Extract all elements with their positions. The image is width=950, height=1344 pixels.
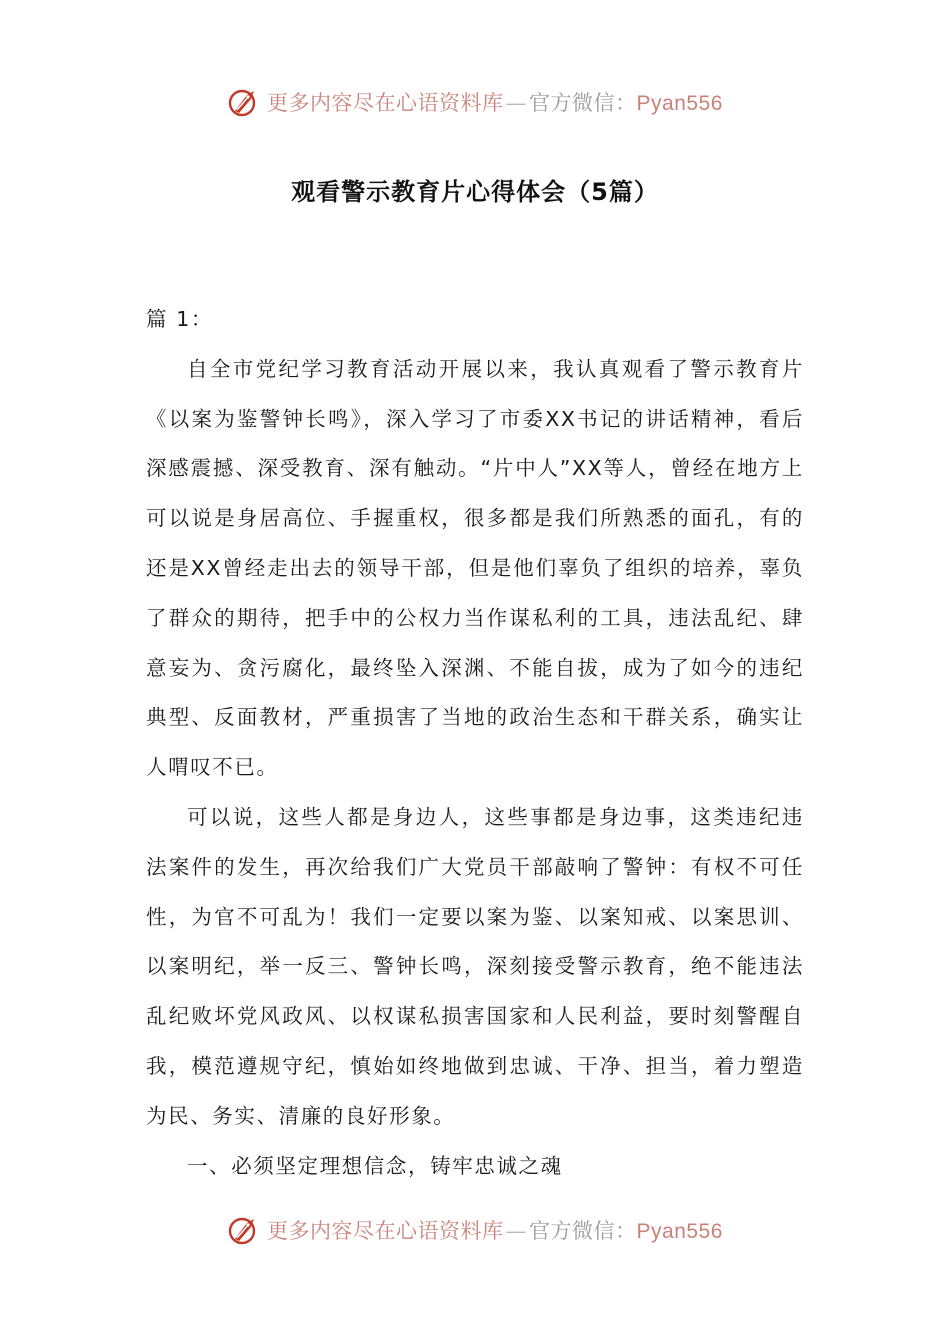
- watermark-wechat-id: Pyan556: [636, 92, 723, 115]
- watermark-text: [267, 87, 723, 117]
- watermark-text: [267, 1215, 723, 1245]
- document-title: 观看警示教育片心得体会（5篇）: [291, 178, 659, 206]
- paragraph-1: 自全市党纪学习教育活动开展以来，我认真观看了警示教育片《以案为鉴警钟长鸣》，深入学习了市委XX书记的讲话精神，看后深感震撼、深受教育、深有触动。“片中人”XX等人，曾经在地方上可以说是身居高位、手握重权，很多都是我们所熟悉的面孔，有的还是XX曾经走出去的领导干部，但是他们辜负了组织的培养，辜负了群众的期待，把手中的公权力当作谋私利的工具，违法乱纪、肆意妄为、贪污腐化，最终坠入深渊、不能自拔，成为了如今的违纪典型、反面教材，严重损害了当地的政治生态和干群关系，确实让人喟叹不已。: [146, 356, 804, 780]
- pen-nib-logo-icon: [227, 85, 261, 119]
- section-label: 篇 1：: [146, 307, 213, 331]
- watermark-wechat-label: 官方微信: [529, 1219, 616, 1243]
- section-heading: 一、必须坚定理想信念，铸牢忠诚之魂: [187, 1153, 563, 1178]
- watermark-site-text: 更多内容尽在心语资料库: [267, 91, 504, 115]
- watermark-separator: —: [505, 91, 528, 115]
- watermark-site-text: 更多内容尽在心语资料库: [267, 1219, 504, 1243]
- document-body: [146, 295, 804, 1191]
- paragraph-2: 可以说，这些人都是身边人，这些事都是身边事，这类违纪违法案件的发生，再次给我们广大党员干部敲响了警钟：有权不可任性，为官不可乱为！我们一定要以案为鉴、以案知戒、以案思训、以案明纪，举一反三、警钟长鸣，深刻接受警示教育，绝不能违法乱纪败坏党风政风、以权谋私损害国家和人民利益，要时刻警醒自我，模范遵规守纪，慎始如终地做到忠诚、干净、担当，着力塑造为民、务实、清廉的良好形象。: [146, 804, 804, 1128]
- watermark-wechat-id: Pyan556: [636, 1220, 723, 1243]
- watermark-colon: ：: [615, 1219, 637, 1243]
- watermark-separator: —: [505, 1219, 528, 1243]
- watermark-banner-bottom: [0, 1210, 950, 1250]
- watermark-colon: ：: [615, 91, 637, 115]
- watermark-wechat-label: 官方微信: [529, 91, 616, 115]
- pen-nib-logo-icon: [227, 1213, 261, 1247]
- watermark-banner-top: [0, 82, 950, 122]
